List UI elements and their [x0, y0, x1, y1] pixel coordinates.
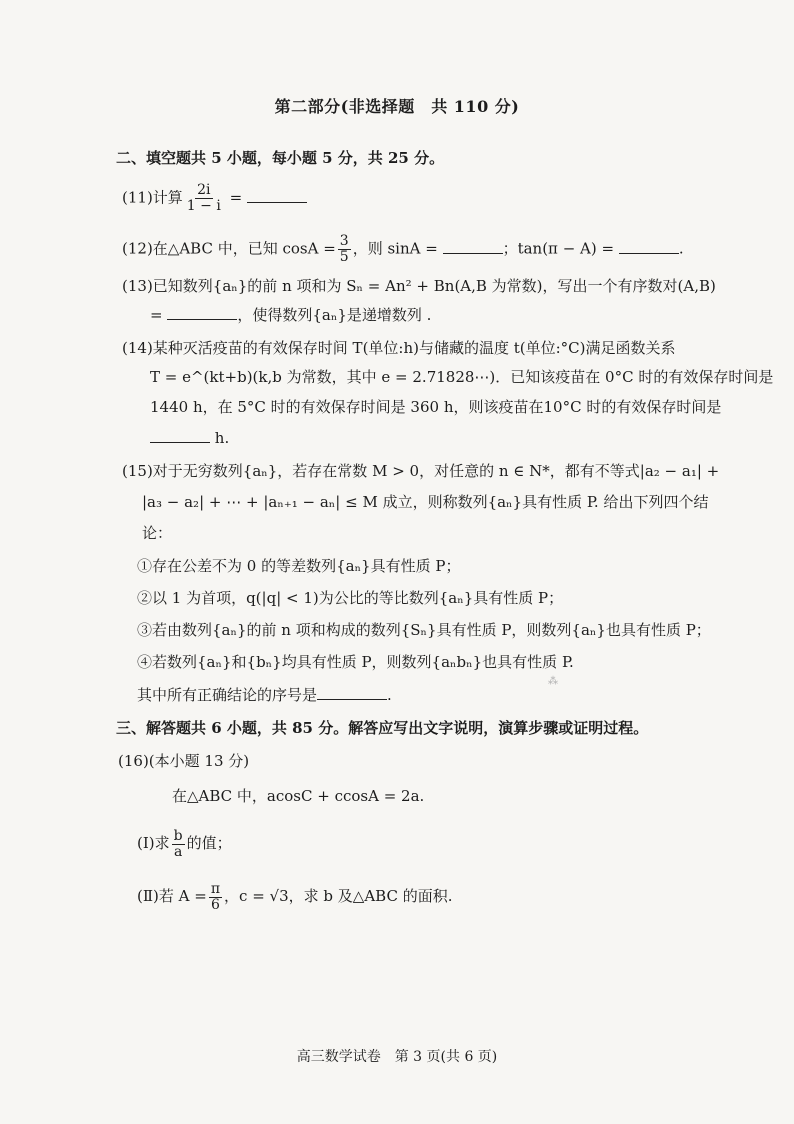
q15-ask-end: . [387, 686, 392, 704]
q16-p1-denominator: a [173, 843, 183, 860]
question-16-stem: 在△ABC 中，acosC + ccosA = 2a. [172, 787, 425, 805]
q15-conclusion-3: ③若由数列{aₙ}的前 n 项和构成的数列{Sₙ}具有性质 P，则数列{aₙ}也具有性质 P； [137, 621, 711, 639]
question-13-line2 [150, 305, 431, 325]
page-footer: 高三数学试卷 第 3 页(共 6 页) [296, 1049, 498, 1065]
q15-ask [137, 685, 392, 705]
q16-p1-prefix: (Ⅰ)求 [137, 834, 170, 852]
q15-answer-blank [317, 685, 387, 700]
q12-tan-blank [619, 239, 679, 254]
q16-p2-numerator: π [210, 880, 221, 897]
q11-prefix: (11)计算 [122, 188, 183, 207]
q16-p2-fraction [209, 882, 222, 913]
q11-answer-blank [247, 188, 307, 203]
question-16-label: (16)(本小题 13 分) [118, 752, 250, 770]
question-14-line2: T = e^(kt+b)(k,b 为常数，其中 e = 2.71828⋯)．已知该疫苗在 0°C 时的有效保存时间是 [150, 368, 774, 386]
q12-sin-text: ，则 sinA = [352, 239, 438, 258]
question-16-part1 [137, 827, 232, 860]
q15-ask-text: 其中所有正确结论的序号是 [137, 686, 318, 704]
q12-numerator: 3 [339, 233, 349, 249]
q12-period: . [678, 239, 684, 258]
q13-answer-blank [167, 305, 237, 320]
question-16-part2 [137, 880, 452, 913]
q12-prefix: (12)在△ABC 中，已知 cosA = [122, 239, 336, 258]
question-14-line3: 1440 h，在 5°C 时的有效保存时间是 360 h，则该疫苗在10°C 时的有效保存时间是 [150, 398, 722, 416]
question-15-line2: |a₃ − a₂| + ⋯ + |aₙ₊₁ − aₙ| ≤ M 成立，则称数列{aₙ}具有性质 P. 给出下列四个结 [142, 493, 709, 511]
question-13-line1: (13)已知数列{aₙ}的前 n 项和为 Sₙ = An² + Bn(A,B 为常数)，写出一个有序数对(A,B) [122, 277, 716, 295]
q11-numerator: 2i [197, 182, 211, 198]
q16-p2-denominator: 6 [210, 896, 220, 913]
part-title: 第二部分(非选择题 共 110 分) [274, 97, 520, 116]
question-14-line4 [150, 428, 229, 448]
q12-tan-text: ；tan(π − A) = [502, 239, 615, 258]
q16-p2-prefix: (Ⅱ)若 A = [137, 887, 207, 905]
q11-fraction [185, 183, 223, 214]
q13-equals: = [150, 306, 163, 324]
q11-denominator: 1 − i [186, 198, 221, 214]
question-12 [122, 234, 684, 265]
fill-blank-heading: 二、填空题共 5 小题，每小题 5 分，共 25 分。 [116, 149, 445, 167]
q13-tail: ，使得数列{aₙ}是递增数列 . [237, 306, 432, 324]
q16-p1-fraction [172, 829, 185, 860]
question-15-line1: (15)对于无穷数列{aₙ}，若存在常数 M > 0，对任意的 n ∈ N*，都有不等式|a₂ − a₁| + [122, 462, 720, 480]
q16-p2-suffix: ，c = √3，求 b 及△ABC 的面积. [224, 887, 453, 905]
q14-answer-blank [150, 428, 210, 443]
q16-p1-suffix: 的值； [186, 834, 232, 852]
q11-equals: = [224, 188, 243, 207]
q15-conclusion-2: ②以 1 为首项，q(|q| < 1)为公比的等比数列{aₙ}具有性质 P； [137, 589, 564, 607]
q12-denominator: 5 [339, 249, 349, 265]
q15-conclusion-4: ④若数列{aₙ}和{bₙ}均具有性质 P，则数列{aₙbₙ}也具有性质 P. [137, 653, 574, 671]
q15-conclusion-1: ①存在公差不为 0 的等差数列{aₙ}具有性质 P； [137, 557, 461, 575]
q16-p1-numerator: b [173, 827, 183, 844]
q12-sin-blank [443, 239, 503, 254]
question-11 [122, 183, 307, 214]
question-15-line3: 论： [142, 524, 173, 542]
answer-section-heading: 三、解答题共 6 小题，共 85 分。解答应写出文字说明，演算步骤或证明过程。 [116, 719, 649, 737]
q12-fraction [338, 234, 351, 265]
question-14-line1: (14)某种灭活疫苗的有效保存时间 T(单位:h)与储藏的温度 t(单位:°C)满足函数关系 [122, 339, 676, 357]
scan-smudge: ⁂ [548, 676, 558, 687]
q14-unit: h. [214, 429, 230, 447]
